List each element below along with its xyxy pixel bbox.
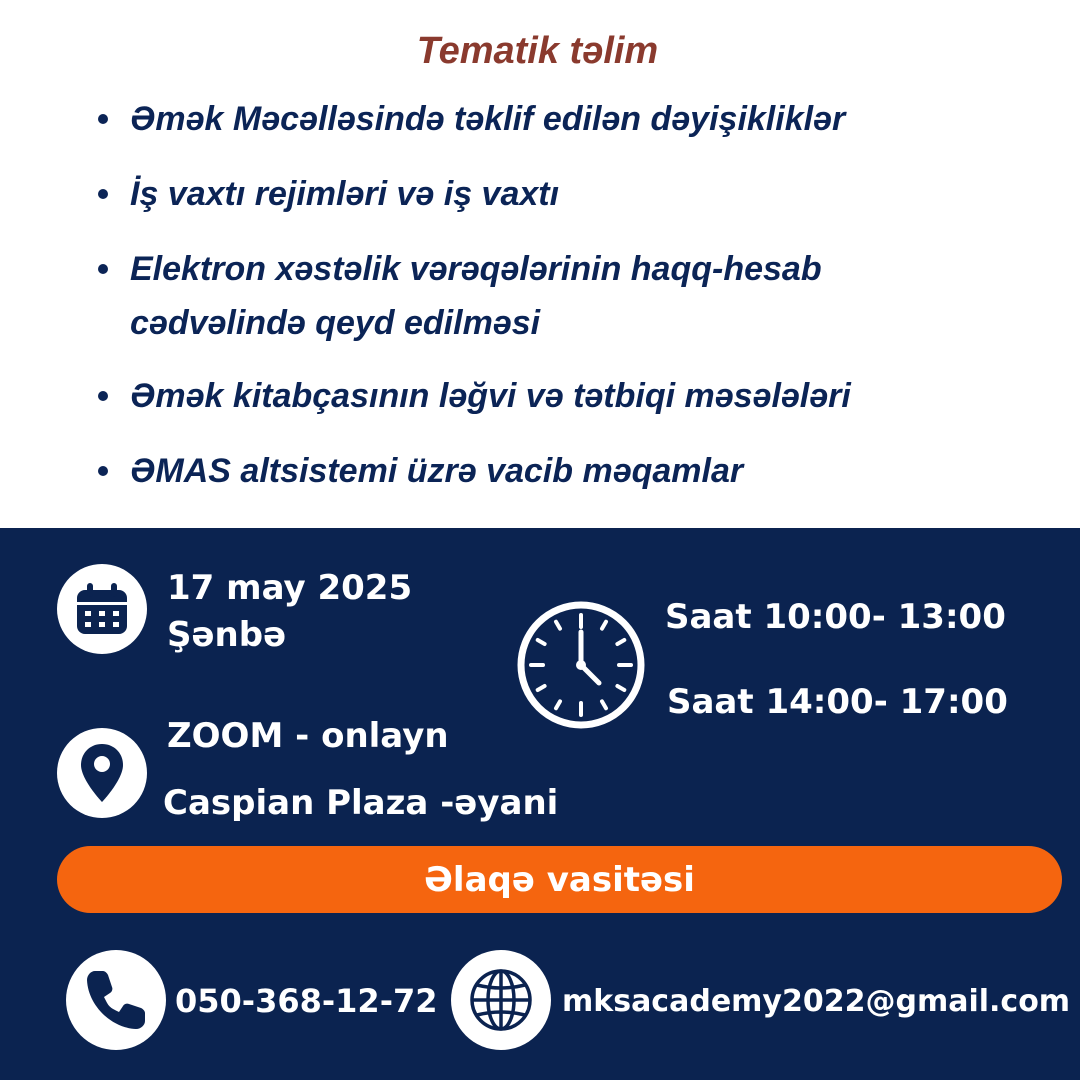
event-date: 17 may 2025 bbox=[167, 568, 413, 608]
location-pin-icon bbox=[57, 728, 147, 818]
contact-email[interactable]: mksacademy2022@gmail.com bbox=[562, 984, 1071, 1019]
page-title: Tematik təlim bbox=[416, 30, 659, 72]
bullet-icon bbox=[98, 466, 108, 476]
phone-icon bbox=[66, 950, 166, 1050]
location-offline: Caspian Plaza -əyani bbox=[163, 783, 559, 823]
topic-text: Elektron xəstəlik vərəqələrinin haqq-hesab bbox=[130, 250, 822, 288]
topic-text: Əmək Məcəlləsində təklif edilən dəyişikliklər bbox=[130, 100, 846, 138]
time-slot-morning: Saat 10:00- 13:00 bbox=[665, 597, 1006, 637]
contact-phone[interactable]: 050-368-12-72 bbox=[175, 982, 438, 1020]
bullet-icon bbox=[98, 114, 108, 124]
topic-item bbox=[130, 242, 1030, 350]
location-online: ZOOM - onlayn bbox=[167, 716, 449, 756]
topic-text: Əmək kitabçasının ləğvi və tətbiqi məsələləri bbox=[130, 377, 851, 415]
time-slot-afternoon: Saat 14:00- 17:00 bbox=[667, 682, 1008, 722]
globe-icon bbox=[451, 950, 551, 1050]
event-weekday: Şənbə bbox=[167, 615, 287, 655]
bullet-icon bbox=[98, 189, 108, 199]
clock-icon bbox=[516, 600, 646, 730]
contact-section-banner bbox=[57, 846, 1062, 913]
calendar-icon bbox=[57, 564, 147, 654]
topic-item bbox=[130, 92, 1030, 146]
topic-text: ƏMAS altsistemi üzrə vacib məqamlar bbox=[130, 452, 744, 490]
topic-text-continued: cədvəlində qeyd edilməsi bbox=[130, 304, 541, 342]
topic-text: İş vaxtı rejimləri və iş vaxtı bbox=[130, 175, 560, 213]
topic-item bbox=[130, 167, 1030, 221]
bullet-icon bbox=[98, 264, 108, 274]
topic-item bbox=[130, 444, 1030, 498]
topics-section bbox=[0, 0, 1080, 528]
contact-section-label: Əlaqə vasitəsi bbox=[424, 859, 695, 900]
bullet-icon bbox=[98, 391, 108, 401]
topic-item bbox=[130, 369, 1030, 423]
